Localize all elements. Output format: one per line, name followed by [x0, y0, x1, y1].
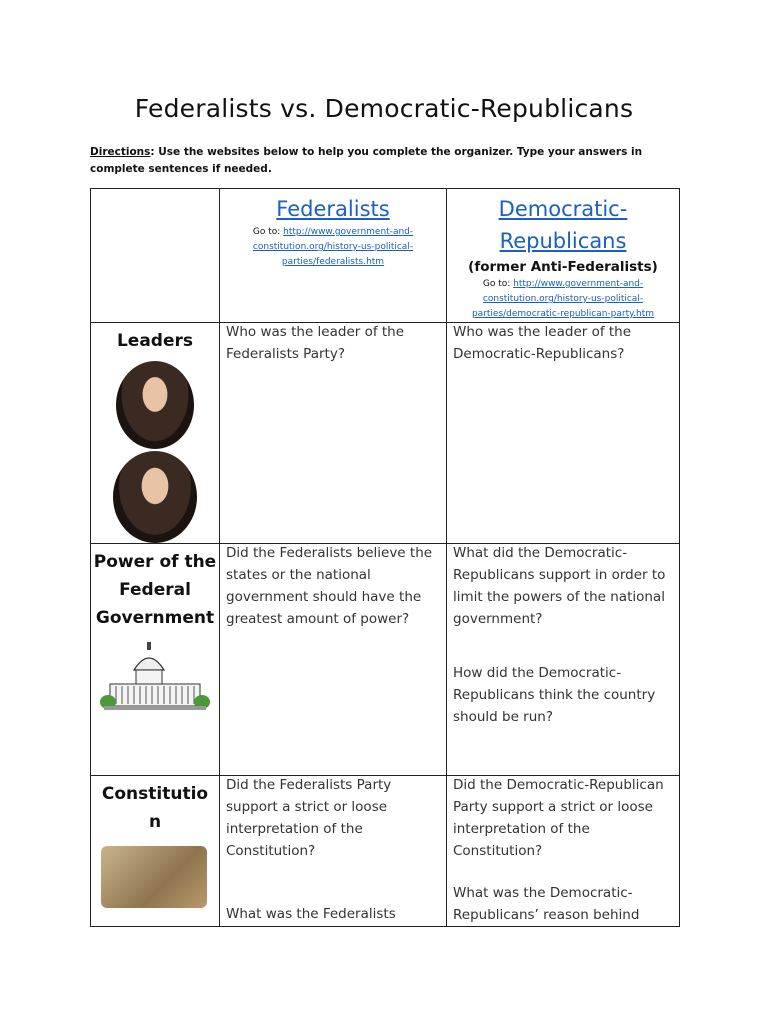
- federalists-header-cell: [220, 189, 447, 323]
- leaders-row: [91, 323, 680, 544]
- power-federalists-cell[interactable]: [220, 544, 447, 776]
- dem-rep-subtitle: (former Anti-Federalists): [468, 259, 658, 275]
- dem-rep-goto-label: Go to:: [482, 279, 514, 289]
- federalists-goto-label: Go to:: [252, 227, 284, 237]
- directions-text: : Use the websites below to help you complete the organizer. Type your answers in complete sentences if needed.: [90, 146, 643, 175]
- leaders-dem-rep-cell[interactable]: [447, 323, 680, 544]
- dem-rep-heading[interactable]: Democratic-Republicans: [498, 197, 628, 253]
- constitution-parchment-icon: [101, 846, 207, 908]
- dem-rep-link[interactable]: http://www.government-and-constitution.org/history-us-political-parties/democratic-republican-party.htm: [471, 279, 655, 319]
- constitution-dem-rep-question-2: What was the Democratic-Republicans’ reason behind: [453, 885, 640, 923]
- dem-rep-goto: [447, 277, 679, 322]
- constitution-label: Constitutio n: [101, 784, 209, 832]
- power-dem-rep-question-2: How did the Democratic-Republicans think the country should be run?: [453, 665, 656, 725]
- capitol-building-icon: [100, 640, 210, 714]
- power-federalists-question: Did the Federalists believe the states or the national government should have the greatest amount of power?: [226, 545, 433, 627]
- constitution-federalists-question-2: What was the Federalists: [226, 906, 396, 922]
- portrait-hamilton-icon: [116, 361, 194, 449]
- power-dem-rep-question-1: What did the Democratic-Republicans support in order to limit the powers of the national government?: [453, 545, 666, 627]
- leaders-federalists-cell[interactable]: [220, 323, 447, 544]
- constitution-dem-rep-cell[interactable]: [447, 776, 680, 927]
- leaders-federalists-question: Who was the leader of the Federalists Party?: [226, 324, 405, 362]
- portrait-jefferson-icon: [113, 451, 197, 543]
- constitution-federalists-question-1: Did the Federalists Party support a strict or loose interpretation of the Constitution?: [226, 777, 392, 859]
- constitution-label-cell: [91, 776, 220, 927]
- directions-label: Directions: [90, 146, 151, 158]
- dem-rep-header-cell: [447, 189, 680, 323]
- power-row: [91, 544, 680, 776]
- power-dem-rep-cell[interactable]: [447, 544, 680, 776]
- leaders-label-cell: [91, 323, 220, 544]
- federalists-goto: [220, 225, 446, 270]
- constitution-federalists-cell[interactable]: [220, 776, 447, 927]
- constitution-dem-rep-question-1: Did the Democratic-Republican Party support a strict or loose interpretation of the Constitution?: [453, 777, 664, 859]
- power-label: Power of the Federal Government: [93, 552, 217, 628]
- power-label-cell: [91, 544, 220, 776]
- header-row: [91, 189, 680, 323]
- organizer-table: [90, 188, 680, 927]
- page-title: Federalists vs. Democratic-Republicans: [134, 94, 634, 123]
- empty-corner-cell: [91, 189, 220, 323]
- leaders-label: Leaders: [116, 331, 194, 351]
- leaders-dem-rep-question: Who was the leader of the Democratic-Republicans?: [453, 324, 632, 362]
- federalists-link[interactable]: http://www.government-and-constitution.org/history-us-political-parties/federalists.htm: [252, 227, 414, 267]
- federalists-heading[interactable]: Federalists: [276, 197, 390, 221]
- directions: [90, 144, 680, 178]
- constitution-row: [91, 776, 680, 927]
